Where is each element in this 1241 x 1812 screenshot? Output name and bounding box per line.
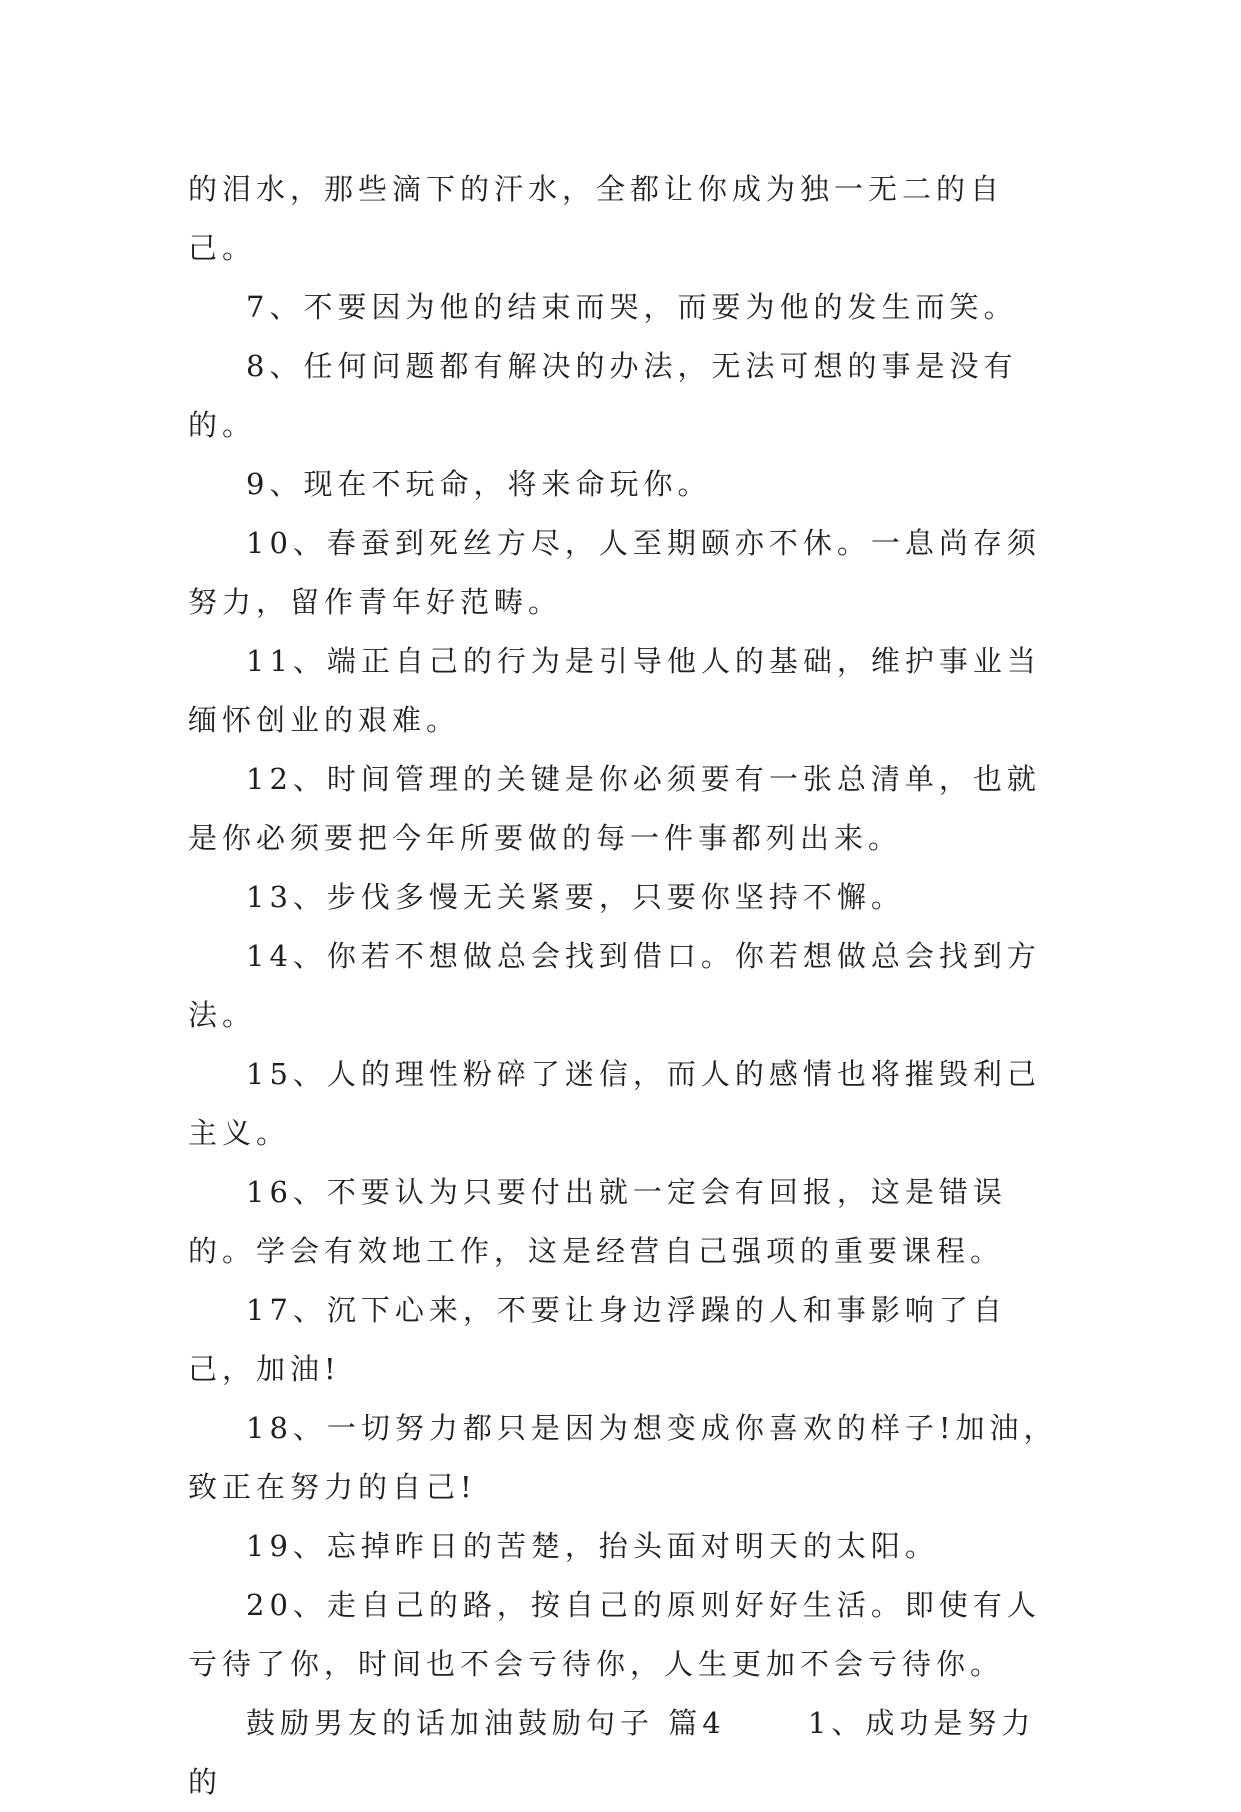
paragraph-16: 16、不要认为只要付出就一定会有回报，这是错误的。学会有效地工作，这是经营自己强项的重要课程。 xyxy=(188,1175,1007,1268)
document-body xyxy=(188,160,1068,1812)
paragraph-12: 12、时间管理的关键是你必须要有一张总清单，也就是你必须要把今年所要做的每一件事都列出来。 xyxy=(188,762,1041,855)
paragraph-9: 9、现在不玩命，将来命玩你。 xyxy=(246,467,712,501)
section-heading-4: 鼓励男友的话加油鼓励句子 篇4 1、成功是努力的 xyxy=(188,1706,1036,1799)
paragraph-10: 10、春蚕到死丝方尽，人至期颐亦不休。一息尚存须努力，留作青年好范畴。 xyxy=(188,526,1041,619)
paragraph-15: 15、人的理性粉碎了迷信，而人的感情也将摧毁利己主义。 xyxy=(188,1057,1041,1150)
paragraph-continuation: 的泪水，那些滴下的汗水，全都让你成为独一无二的自己。 xyxy=(188,172,1005,265)
paragraph-13: 13、步伐多慢无关紧要，只要你坚持不懈。 xyxy=(246,880,905,914)
paragraph-11: 11、端正自己的行为是引导他人的基础，维护事业当缅怀创业的艰难。 xyxy=(188,644,1041,737)
paragraph-17: 17、沉下心来，不要让身边浮躁的人和事影响了自己，加油! xyxy=(188,1293,1007,1386)
paragraph-14: 14、你若不想做总会找到借口。你若想做总会找到方法。 xyxy=(188,939,1041,1032)
paragraph-20: 20、走自己的路，按自己的原则好好生活。即使有人亏待了你，时间也不会亏待你，人生更加不会亏待你。 xyxy=(188,1588,1041,1681)
paragraph-8: 8、任何问题都有解决的办法，无法可想的事是没有的。 xyxy=(188,349,1018,442)
paragraph-7: 7、不要因为他的结束而哭，而要为他的发生而笑。 xyxy=(246,290,1018,324)
paragraph-19: 19、忘掉昨日的苦楚，抬头面对明天的太阳。 xyxy=(246,1529,939,1563)
paragraph-18: 18、一切努力都只是因为想变成你喜欢的样子!加油，致正在努力的自己! xyxy=(188,1411,1058,1504)
